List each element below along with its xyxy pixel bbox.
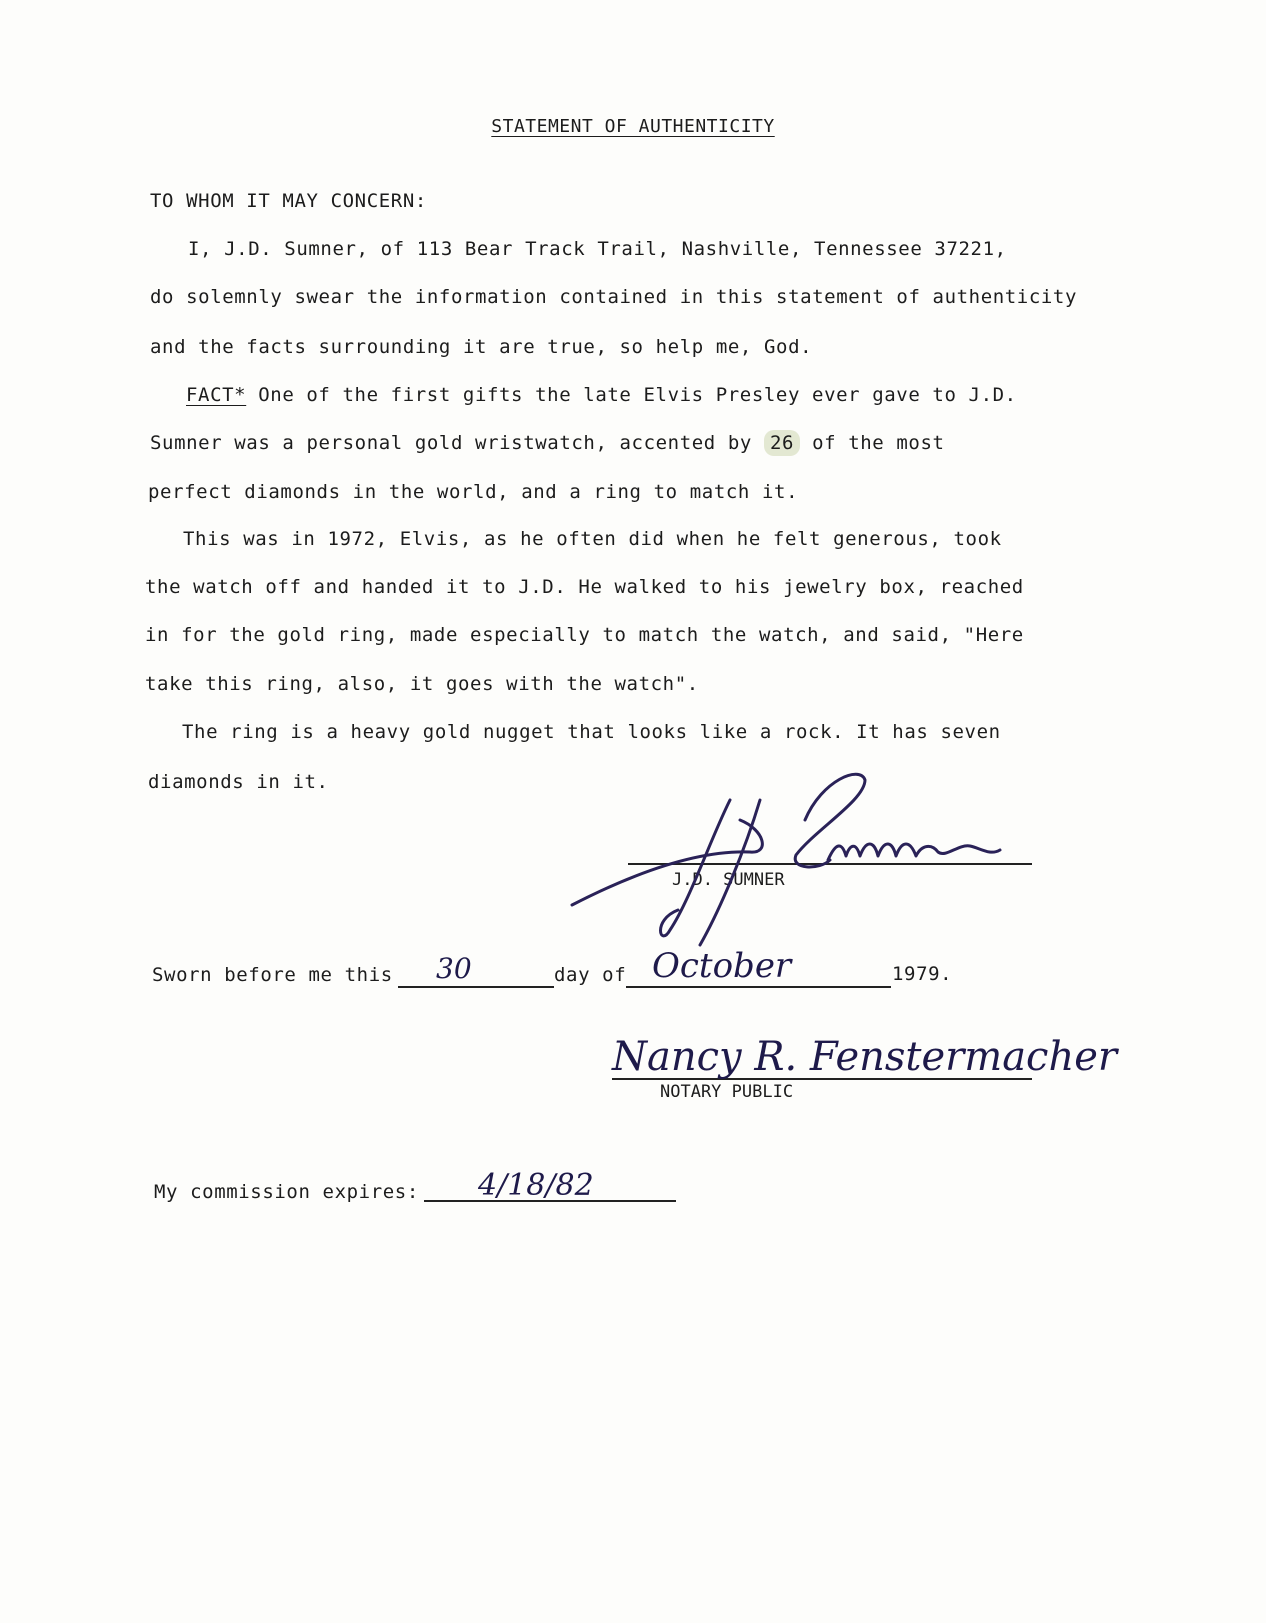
- story-line-4: take this ring, also, it goes with the watch".: [145, 673, 699, 695]
- notary-caption: NOTARY PUBLIC: [660, 1082, 794, 1102]
- fact-label: FACT*: [186, 384, 247, 406]
- sworn-prefix: Sworn before me this: [152, 964, 393, 986]
- story-line-1: This was in 1972, Elvis, as he often did when he felt generous, took: [183, 528, 1002, 550]
- oath-line-1: I, J.D. Sumner, of 113 Bear Track Trail, Nashville, Tennessee 37221,: [188, 238, 1007, 260]
- fact-line-1: [186, 384, 1017, 406]
- sworn-middle: day of: [554, 964, 627, 986]
- fact-text-a: Sumner was a personal gold wristwatch, accented by: [150, 432, 764, 454]
- sworn-year: 1979.: [892, 963, 953, 985]
- day-line: [398, 986, 554, 988]
- sworn-month-handwritten: October: [652, 946, 792, 986]
- fact-line-2: [150, 432, 945, 454]
- commission-label: My commission expires:: [154, 1181, 419, 1203]
- ring-line-1: The ring is a heavy gold nugget that looks like a rock. It has seven: [182, 721, 1001, 743]
- story-line-3: in for the gold ring, made especially to match the watch, and said, "Here: [145, 624, 1024, 646]
- fact-text: One of the first gifts the late Elvis Presley ever gave to J.D.: [246, 384, 1017, 406]
- notary-signature-handwritten: Nancy R. Fenstermacher: [612, 1034, 1117, 1080]
- handwritten-signature-sumner: [560, 760, 1020, 960]
- oath-line-2: do solemnly swear the information contained in this statement of authenticity: [150, 286, 1077, 308]
- commission-date-handwritten: 4/18/82: [478, 1168, 594, 1203]
- document-title: STATEMENT OF AUTHENTICITY: [491, 116, 775, 137]
- diamond-count: 26: [764, 430, 800, 456]
- signer-caption: J.D. SUMNER: [672, 870, 785, 890]
- fact-line-3: perfect diamonds in the world, and a ring to match it.: [148, 481, 799, 503]
- fact-text-b: of the most: [800, 432, 945, 454]
- month-line: [626, 986, 891, 988]
- ring-line-2: diamonds in it.: [148, 771, 329, 793]
- story-line-2: the watch off and handed it to J.D. He walked to his jewelry box, reached: [145, 576, 1024, 598]
- salutation: TO WHOM IT MAY CONCERN:: [150, 190, 427, 212]
- oath-line-3: and the facts surrounding it are true, so help me, God.: [150, 336, 813, 358]
- sworn-day-handwritten: 30: [436, 952, 472, 985]
